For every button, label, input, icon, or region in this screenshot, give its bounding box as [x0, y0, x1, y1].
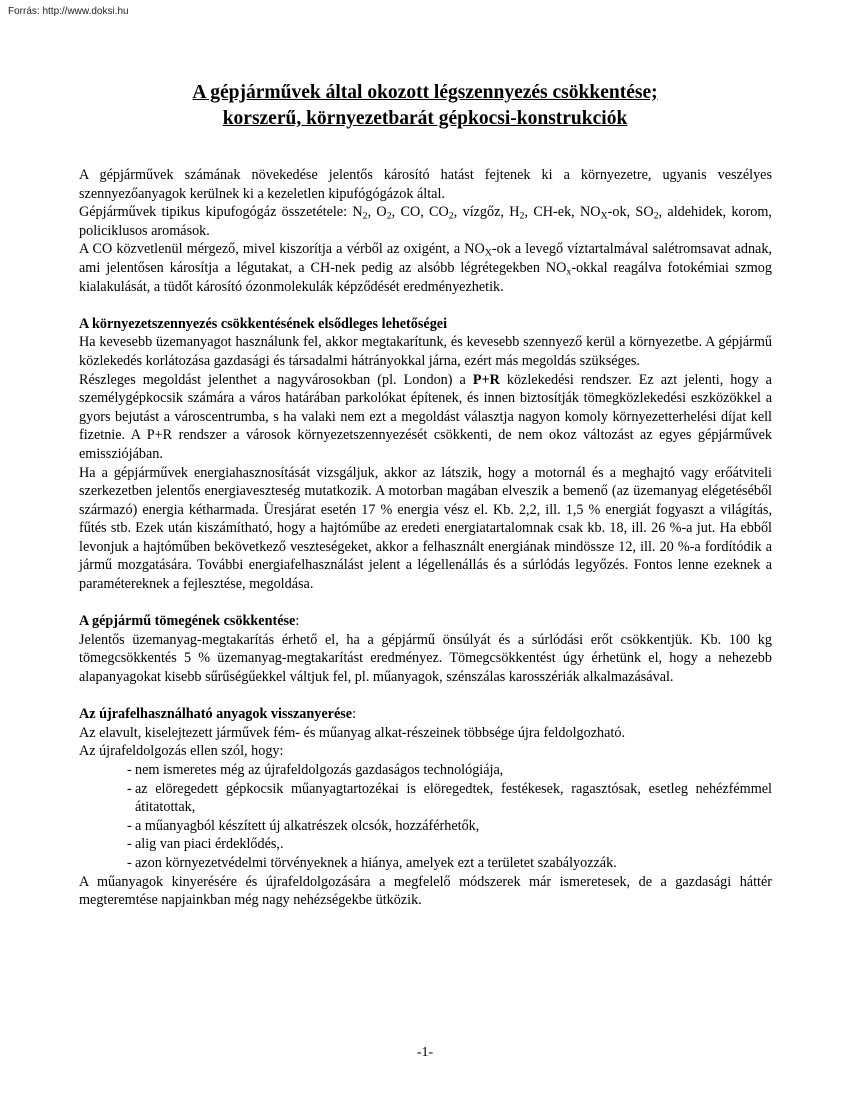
section1-paragraph-2 [79, 371, 772, 464]
page-number: -1- [416, 1045, 434, 1060]
document-body [79, 166, 772, 910]
source-label: Forrás: http://www.doksi.hu [8, 6, 129, 17]
list-item: - alig van piaci érdeklődés,. [127, 836, 284, 853]
list-item: - nem ismeretes még az újrafeldolgozás gazdaságos technológiája, [127, 762, 504, 778]
recycling-obstacles-list [79, 761, 772, 873]
section2-paragraph-1: Jelentős üzemanyag-megtakarítás érhető el, ha a gépjármű önsúlyát és a súrlódási erőt csökkentjük. Kb. 100 kg tömegcsökkentés 5 % üzemanyag-megtakarítást eredményez. Tömegcsökkentést úgy érhetünk el, hogy a nehezebb alapanyagokat kisebb sűrűségűekkel váltjuk fel, pl. műanyagok, szénszálas karosszériák alkalmazásával. [79, 631, 772, 686]
title-line-2: korszerű, környezetbarát gépkocsi-konstrukciók [222, 108, 628, 129]
section3-heading-line [79, 705, 772, 724]
section-heading-mass-reduction: A gépjármű tömegének csökkentése [79, 613, 296, 630]
section-heading-recycling: Az újrafelhasználható anyagok visszanyerése [79, 706, 353, 723]
intro-paragraph-2: Gépjárművek tipikus kipufogógáz összetétele: $N_2$, $O_2$, CO, $CO_2$, vízgőz, $H_2$, CH-ek, $NO_X-ok$, $SO_2$, aldehidek, korom, policiklusos aromások. [79, 204, 772, 239]
intro-paragraph-3: A CO közvetlenül mérgező, mivel kiszorítja a vérből az oxigént, a $NO_X-ok$ a levegő víztartalmával salétromsavat adnak, ami jelentősen károsítja a légutakat, a CH-nek pedig az alsóbb légrétegekben $NO_x$-okkal reagálva fotokémiai szmog kialakulását, a tüdőt károsító ózonmolekulák képződését eredményezhetik. [79, 241, 772, 295]
list-item: - azon környezetvédelmi törvényeknek a hiánya, amelyek ezt a területet szabályozzák. [127, 854, 617, 871]
section3-paragraph-2: Az újrafeldolgozás ellen szól, hogy: [79, 743, 284, 760]
section3-paragraph-1: Az elavult, kiselejtezett járművek fém- és műanyag alkat-részeinek többsége újra feldolgozható. [79, 724, 625, 741]
page-title [0, 80, 850, 132]
section3-colon: : [352, 706, 357, 723]
pr-text-after: közlekedési rendszer. Ez azt jelenti, hogy a személygépkocsik számára a város határában parkolókat építenek, és innen biztosítják tömegközlekedési eszközökkel a gyors bejutást a városcentrumba, s ha valaki nem ezt a megoldást választja nagyon komoly környezetterhelési díjat kell fizetnie. A P+R rendszer a városok környezetszennyezését csökkenti, de nem okoz változást az egyes gépjárművek emissziójában. [79, 371, 772, 462]
pr-bold: P+R [472, 371, 500, 388]
section-heading-primary-options: A környezetszennyezés csökkentésének elsődleges lehetőségei [79, 315, 448, 332]
section1-paragraph-3: Ha a gépjárművek energiahasznosítását vizsgáljuk, akkor az látszik, hogy a motornál és a meghajtó vagy erőátviteli szerkezetben jelentős energiaveszteség mutatkozik. A motorban magában elveszik a bemenő (az üzemanyag elégetéséből származó) energia kétharmada. Üresjárat esetén 17 % energia vész el. Kb. 2,2, ill. 1,5 % energiát fogyaszt a világítás, fűtés stb. Ezek után kiszámítható, hogy a hajtóműbe az eredeti energiatartalomnak csak kb. 18, ill. 26 %-a jut. Ha ebből levonjuk a hajtóműben bekövetkező veszteségeket, akkor a felhasznált energiának mindössze 12, ill. 20 %-a fordítódik a jármű mozgatására. További energiafelhasználást jelent a légellenállás és a súrlódás legyőzés. Fontos lenne ezeknek a paramétereknek a fejlesztése, megoldása. [79, 464, 772, 593]
section3-paragraph-3: A műanyagok kinyerésére és újrafeldolgozására a megfelelő módszerek már ismeretesek, de a gazdasági háttér megteremtése napjainkban még nagy nehézségekbe ütközik. [79, 873, 772, 909]
list-item: - az elöregedett gépkocsik műanyagtartozékai is elöregedtek, festékesek, ragasztósak, esetleg nehézfémmel átitatottak, [127, 780, 772, 816]
section1-paragraph-1: Ha kevesebb üzemanyagot használunk fel, akkor megtakarítunk, és kevesebb szennyező kerül a környezetbe. A gépjármű közlekedés korlátozása gazdasági és társadalmi hátrányokkal járna, ezért más megoldás szükséges. [79, 334, 772, 369]
list-item: - a műanyagból készített új alkatrészek olcsók, hozzáférhetők, [127, 817, 480, 834]
section2-colon: : [295, 613, 300, 630]
intro-paragraph-1: A gépjárművek számának növekedése jelentős károsító hatást fejtenek ki a környezetre, ugyanis veszélyes szennyezőanyagok kerülnek ki a kezeletlen kipufógógázok által. [79, 167, 772, 202]
pr-text-before: Részleges megoldást jelenthet a nagyvárosokban (pl. London) a [79, 371, 473, 388]
section2-heading-line [79, 612, 772, 631]
title-line-1: A gépjárművek által okozott légszennyezés csökkentése; [192, 82, 658, 103]
